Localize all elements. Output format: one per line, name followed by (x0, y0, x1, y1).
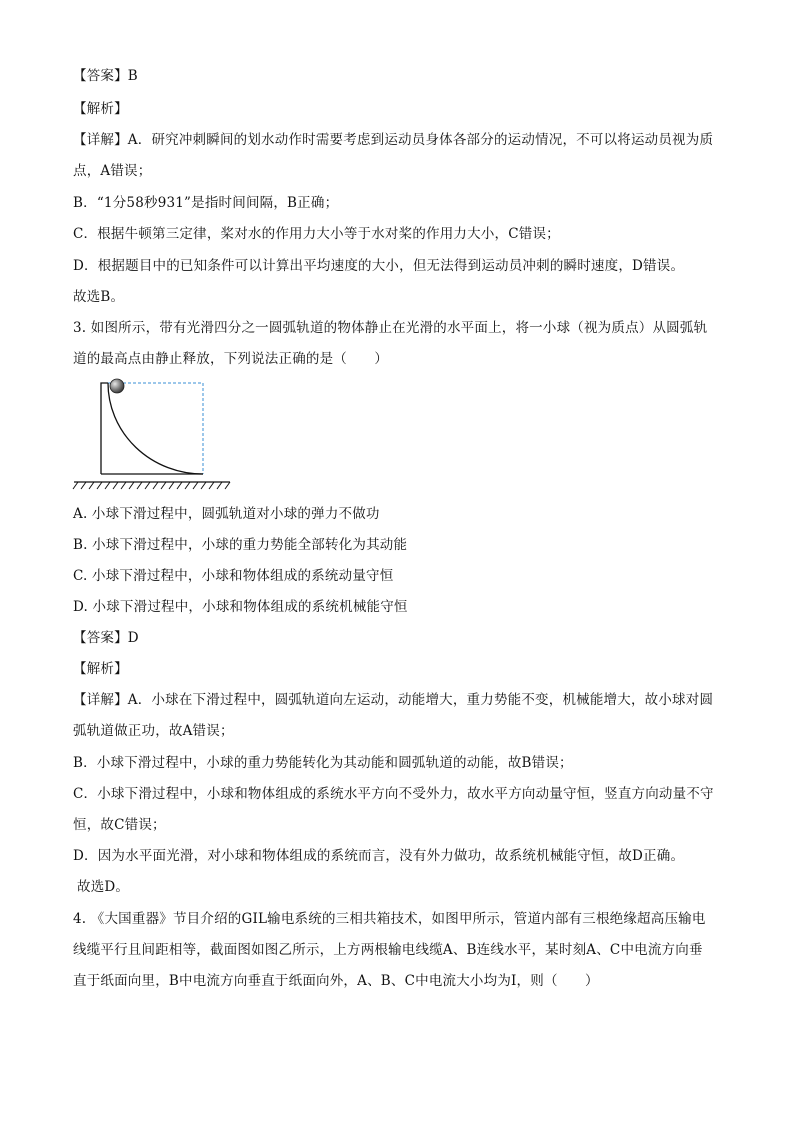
q2-option-b-explanation: B．“1分58秒931”是指时间间隔，B正确； (73, 195, 339, 211)
q2-conclusion: 故选B。 (73, 289, 125, 305)
block-outline (101, 383, 108, 474)
q3-figure-quarter-circle-track (70, 372, 240, 494)
q3-conclusion: 故选D。 (77, 879, 130, 895)
q3-answer: 【答案】D (73, 630, 139, 646)
q3-option-b: B. 小球下滑过程中，小球的重力势能全部转化为其动能 (73, 537, 408, 553)
ball-icon (110, 379, 124, 393)
q3-option-a: A. 小球下滑过程中，圆弧轨道对小球的弹力不做功 (73, 506, 380, 522)
quarter-circle-arc (108, 383, 203, 474)
q4-stem-line-2: 线缆平行且间距相等，截面图如图乙所示，上方两根输电线缆A、B连线水平，某时刻A、C中电流方向垂 (73, 942, 703, 958)
q2-option-d-explanation: D．根据题目中的已知条件可以计算出平均速度的大小，但无法得到运动员冲刺的瞬时速度，D错误。 (73, 258, 685, 274)
q2-detail-line-2: 点，A错误； (73, 163, 152, 179)
ground-hatching (73, 482, 230, 489)
q3-analysis-heading: 【解析】 (73, 661, 128, 677)
q3-option-c-explanation-line-1: C．小球下滑过程中，小球和物体组成的系统水平方向不受外力，故水平方向动量守恒，竖直方向动量不守 (73, 786, 714, 802)
q3-detail-line-2: 弧轨道做正功，故A错误； (73, 723, 234, 739)
q3-option-d-explanation: D．因为水平面光滑，对小球和物体组成的系统而言，没有外力做功，故系统机械能守恒，故D正确。 (73, 848, 685, 864)
q2-answer: 【答案】B (73, 68, 138, 84)
q3-option-c-explanation-line-2: 恒，故C错误； (73, 817, 166, 833)
q3-detail-line-1: 【详解】A．小球在下滑过程中，圆弧轨道向左运动，动能增大，重力势能不变，机械能增大，故小球对圆 (73, 692, 714, 708)
q4-stem-line-1: 4. 《大国重器》节目介绍的GIL输电系统的三相共箱技术，如图甲所示，管道内部有三根绝缘超高压输电 (73, 911, 706, 927)
q3-option-d: D. 小球下滑过程中，小球和物体组成的系统机械能守恒 (73, 599, 408, 615)
q3-option-b-explanation: B．小球下滑过程中，小球的重力势能转化为其动能和圆弧轨道的动能，故B错误； (73, 755, 573, 771)
q2-option-c-explanation: C．根据牛顿第三定律，桨对水的作用力大小等于水对桨的作用力大小，C错误； (73, 226, 560, 242)
q4-stem-line-3: 直于纸面向里，B中电流方向垂直于纸面向外，A、B、C中电流大小均为I，则（ ） (73, 973, 599, 989)
q2-detail-line-1: 【详解】A．研究冲刺瞬间的划水动作时需要考虑到运动员身体各部分的运动情况，不可以将运动员视为质 (73, 132, 714, 148)
q3-option-c: C. 小球下滑过程中，小球和物体组成的系统动量守恒 (73, 568, 394, 584)
q2-analysis-heading: 【解析】 (73, 101, 128, 117)
q3-stem-line-1: 3. 如图所示，带有光滑四分之一圆弧轨道的物体静止在光滑的水平面上，将一小球（视为质点）从圆弧轨 (73, 320, 708, 336)
q3-stem-line-2: 道的最高点由静止释放，下列说法正确的是（ ） (73, 351, 389, 367)
dashed-outline (108, 383, 203, 474)
